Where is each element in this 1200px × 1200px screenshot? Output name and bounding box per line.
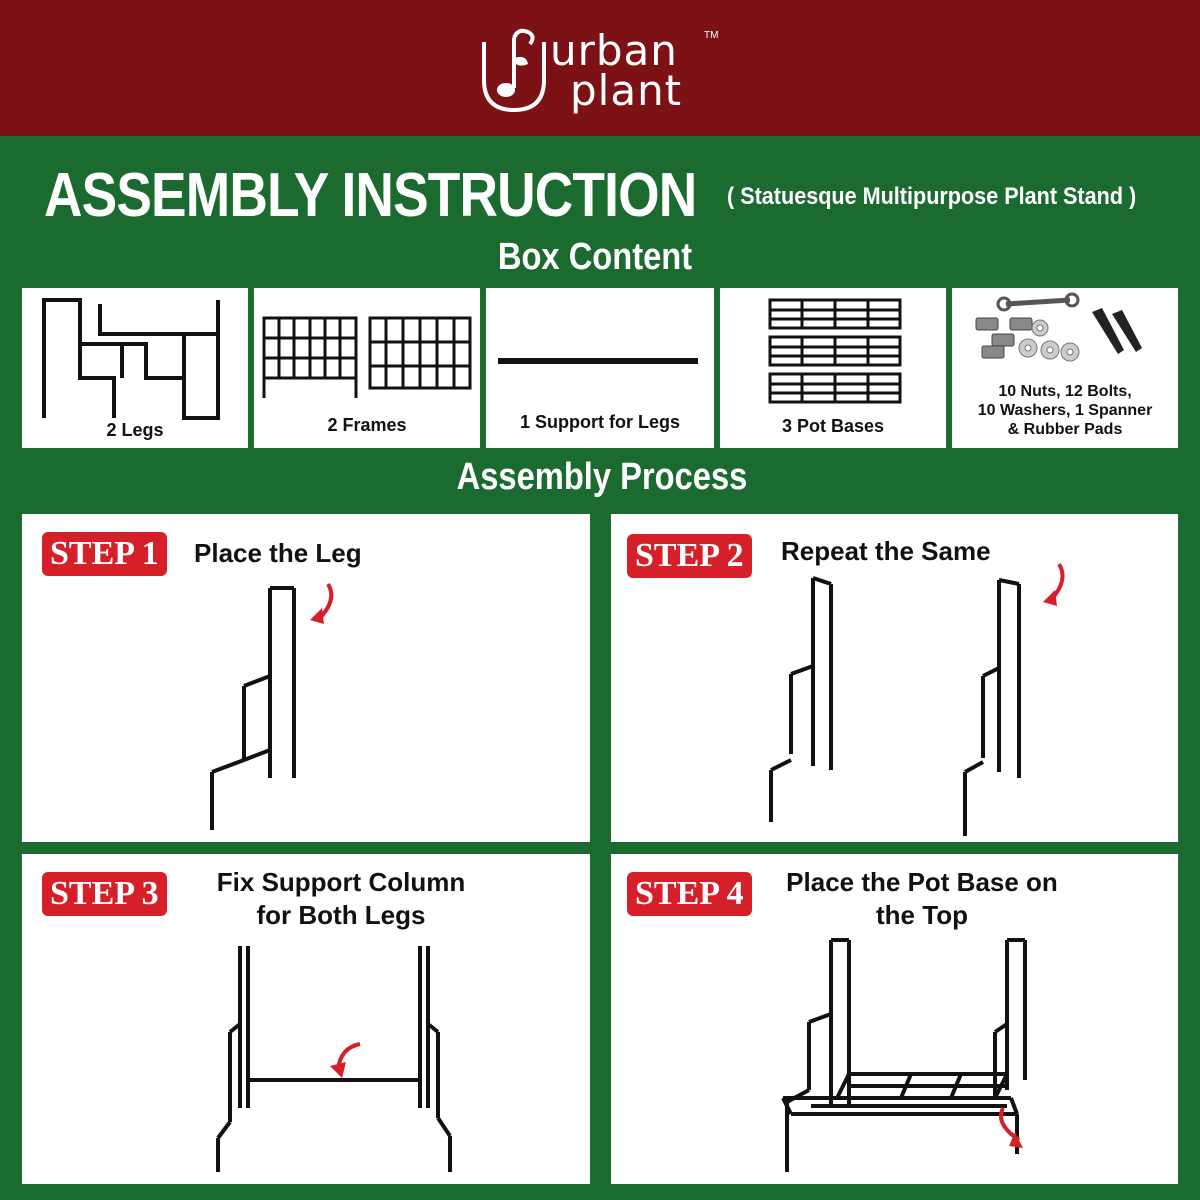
frames-illustration — [254, 288, 480, 418]
stand-with-pot-base-illustration — [611, 854, 1178, 1184]
step-2-panel — [611, 514, 1178, 842]
logo-pot-icon — [478, 28, 550, 114]
legs-with-support-illustration — [22, 854, 590, 1184]
step-title-line: the Top — [876, 900, 968, 930]
page-subtitle: ( Statuesque Multipurpose Plant Stand ) — [727, 183, 1137, 210]
step-1-panel — [22, 514, 590, 842]
step-badge: STEP 4 — [627, 872, 752, 916]
box-item-label: 3 Pot Bases — [781, 416, 885, 436]
step-badge: STEP 1 — [42, 532, 167, 576]
wrench-icon — [998, 294, 1078, 310]
box-item-pot-bases — [720, 288, 946, 448]
step-badge: STEP 2 — [627, 534, 752, 578]
label-line: & Rubber Pads — [1007, 421, 1123, 438]
box-item-legs — [22, 288, 248, 448]
box-item-label — [952, 382, 1178, 439]
box-item-label: 2 Frames — [327, 415, 407, 435]
box-item-label: 2 Legs — [106, 420, 164, 440]
label-line: 10 Washers, 1 Spanner — [977, 402, 1153, 419]
step-3-panel — [22, 854, 590, 1184]
box-content-heading: Box Content — [497, 236, 693, 278]
two-legs-illustration — [611, 514, 1178, 842]
step-title-line: Fix Support Column — [216, 867, 466, 897]
label-line: 10 Nuts, 12 Bolts, — [998, 383, 1132, 400]
assembly-process-heading: Assembly Process — [456, 456, 748, 498]
step-title: Repeat the Same — [781, 536, 991, 566]
brand-name-line2: plant — [570, 66, 683, 115]
step-4-panel — [611, 854, 1178, 1184]
step-title-line: Place the Pot Base on — [786, 867, 1058, 897]
step-title: Place the Leg — [194, 538, 362, 568]
brand-name-line1: urban — [550, 26, 678, 75]
step-badge: STEP 3 — [42, 872, 167, 916]
box-item-hardware — [952, 288, 1178, 448]
support-bar-illustration — [486, 288, 714, 418]
pot-bases-illustration — [720, 288, 946, 418]
step-title-line: for Both Legs — [256, 900, 426, 930]
box-item-frames — [254, 288, 480, 448]
box-item-support — [486, 288, 714, 448]
hardware-illustration — [952, 288, 1178, 378]
legs-illustration — [22, 288, 248, 418]
box-item-label: 1 Support for Legs — [519, 412, 680, 432]
urban-plant-logo — [478, 26, 738, 116]
leg-illustration — [22, 514, 590, 842]
page-title: ASSEMBLY INSTRUCTION — [44, 161, 697, 230]
trademark-mark: TM — [704, 30, 719, 41]
brand-header — [0, 0, 1200, 136]
